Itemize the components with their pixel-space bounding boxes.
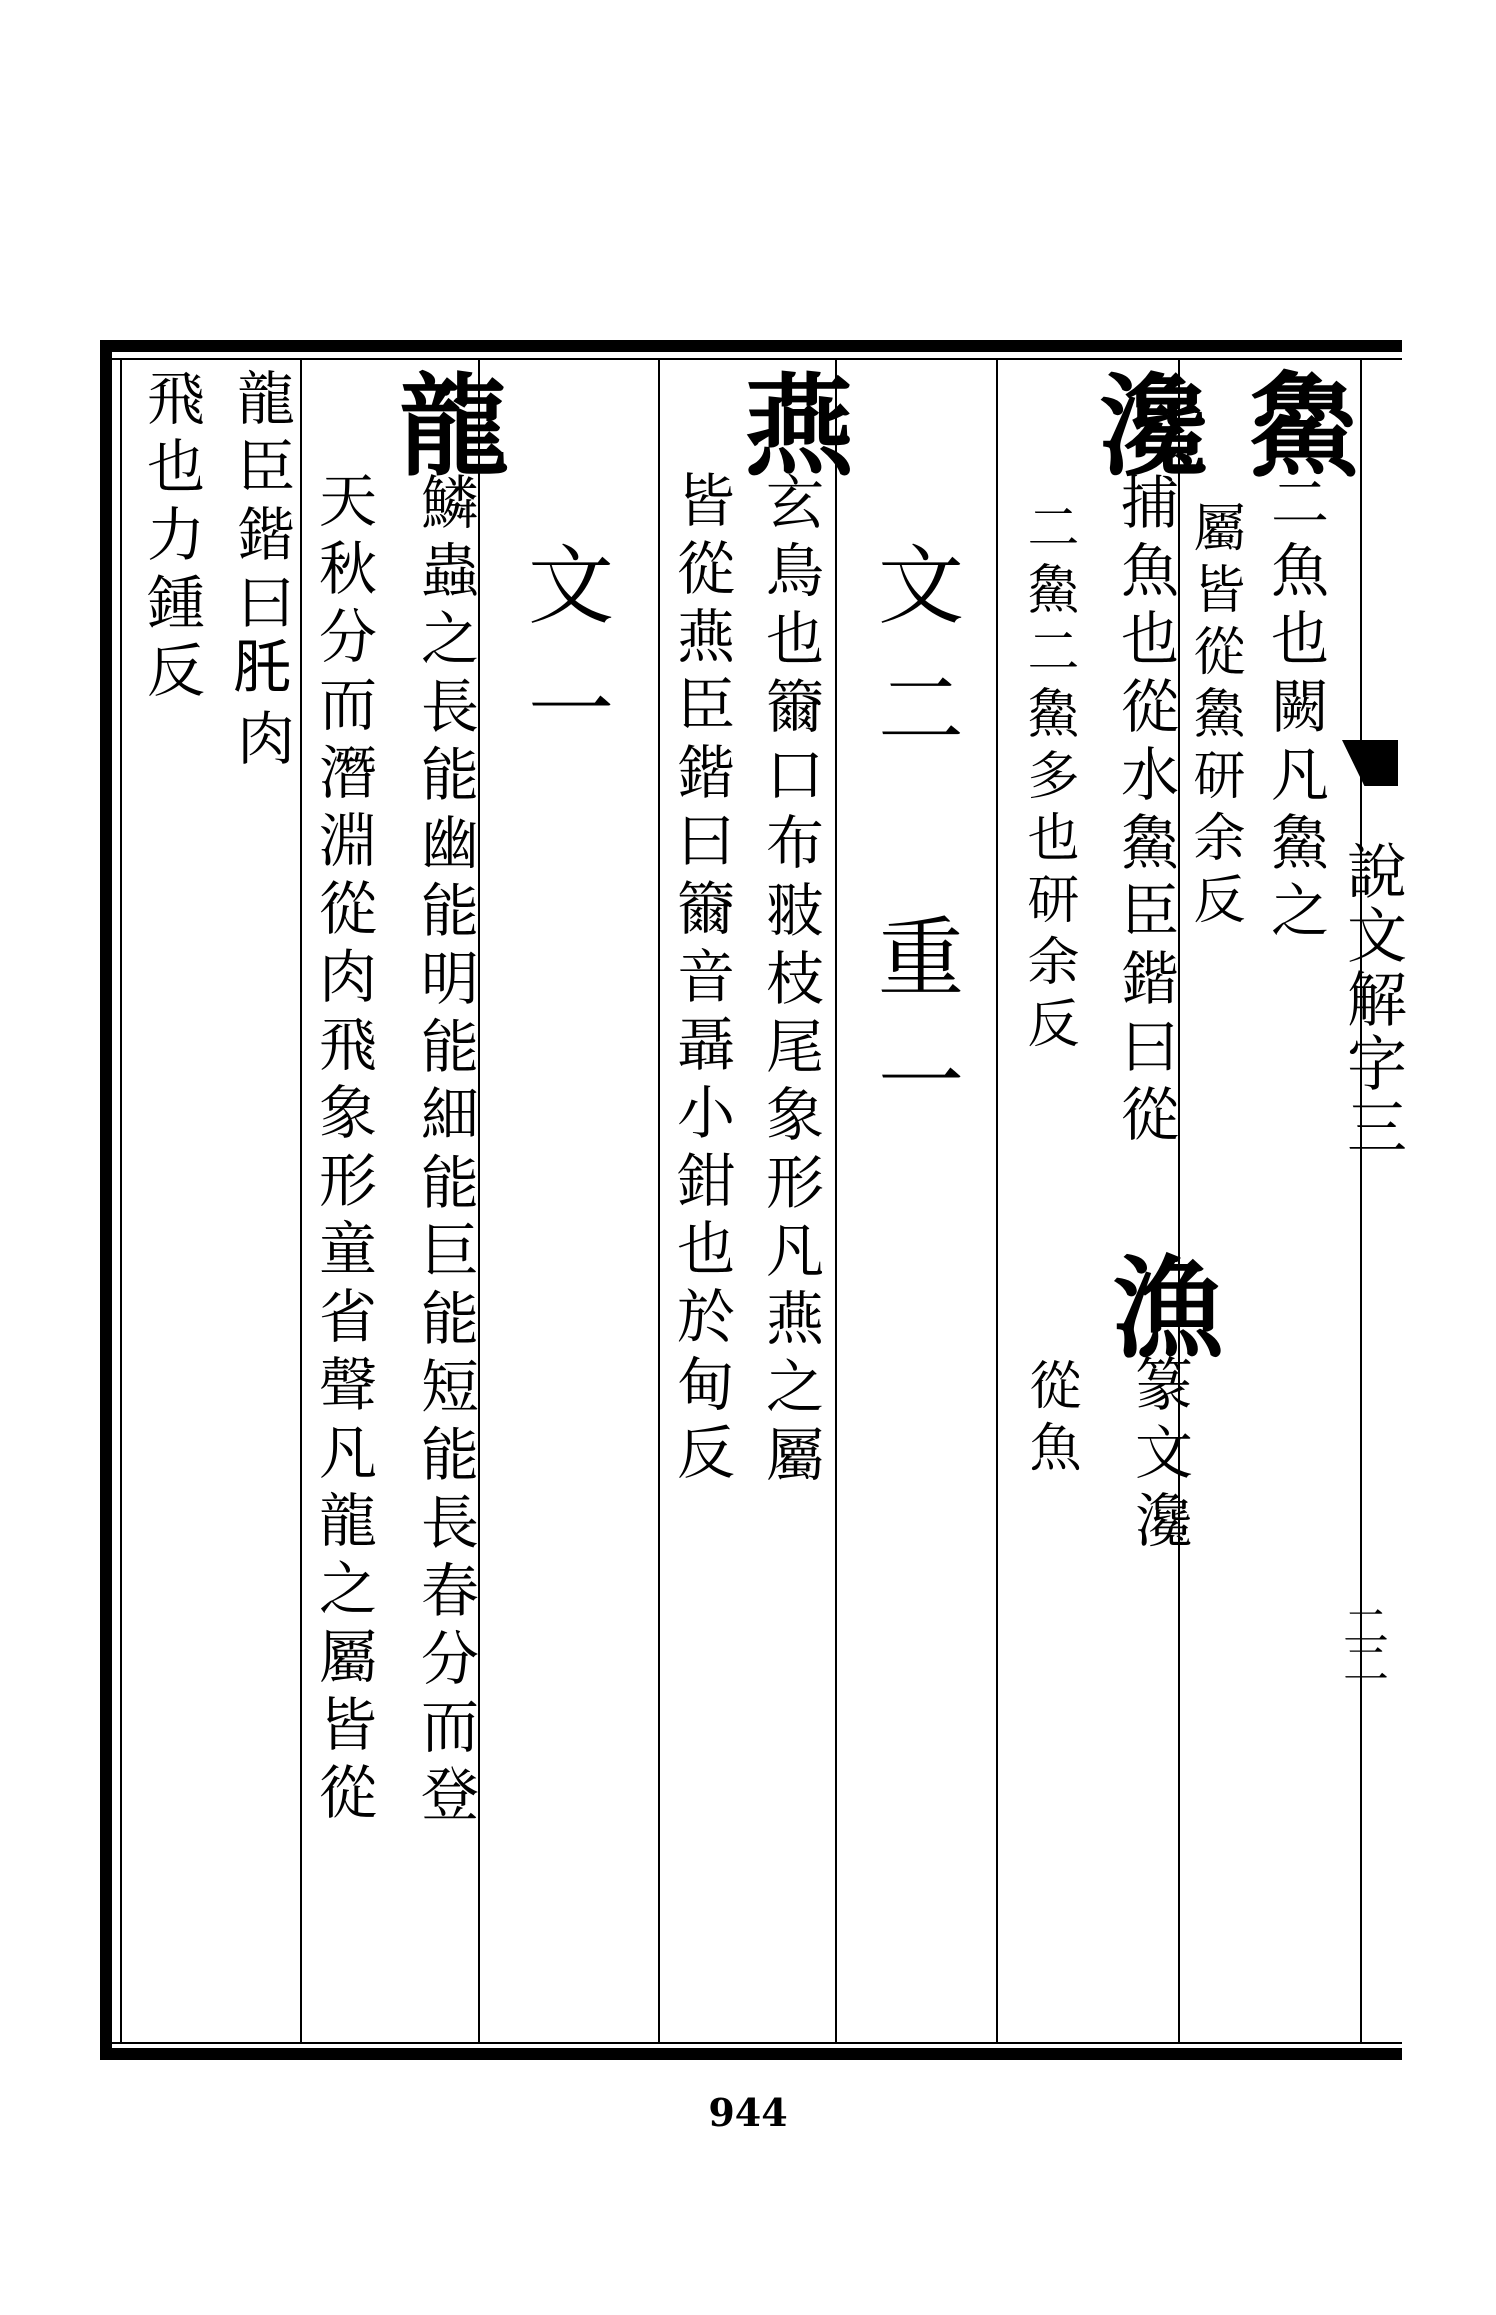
variant-column: [1095, 1250, 1224, 1558]
annotation-text: 屬皆從𩺰研余反: [1184, 500, 1244, 934]
bottom-border-inner: [100, 2042, 1402, 2044]
top-border-inner: [100, 358, 1402, 360]
seal-character: 龍: [381, 368, 510, 472]
summary-text: 文二 重一: [863, 540, 963, 1160]
annotation-text: 二𩺰二𩺰多也研余反: [1018, 500, 1078, 1058]
annotation-text: 飛也力鍾反: [137, 368, 205, 708]
seal-character: 燕: [726, 368, 855, 472]
entry-continuation: [309, 470, 377, 1830]
column-divider: [1360, 360, 1362, 2042]
definition-text: 捕魚也從水𩺰臣鍇曰從: [1111, 472, 1179, 1152]
left-border: [100, 340, 112, 2060]
fascicle-number: 三: [1337, 1096, 1407, 1160]
summary-text: 文一: [513, 540, 613, 788]
entry-annotation: [227, 368, 295, 776]
running-title: [1332, 840, 1407, 1160]
entry-annotation: [137, 368, 205, 708]
entry-annotation: [667, 470, 735, 1490]
column-divider: [996, 360, 998, 2042]
entry-column: [381, 368, 510, 1832]
variant-seal-character: 漁: [1095, 1250, 1224, 1354]
definition-text: 玄鳥也籋口布翄枝尾象形凡燕之屬: [756, 472, 824, 1492]
definition-text: 鱗蟲之長能幽能明能細能巨能短能長春分而登: [411, 472, 479, 1832]
entry-annotation: [1018, 500, 1078, 1058]
bottom-border: [100, 2048, 1402, 2060]
continuation-text: 天秋分而潛淵從肉飛象形童省聲凡龍之屬皆從: [309, 470, 377, 1830]
entry-column: [1081, 368, 1210, 1152]
column-divider: [300, 360, 302, 2042]
section-summary: [513, 540, 613, 788]
definition-text: 二魚也闕凡𩺰之: [1261, 472, 1329, 948]
seal-character: 𩺰: [1231, 368, 1360, 472]
top-border: [100, 340, 1402, 352]
variant-text: 篆文瀺: [1125, 1354, 1193, 1558]
folio-number: 二二: [1336, 1602, 1390, 1678]
variant-annotation-text: 從魚: [1020, 1358, 1080, 1482]
running-title-text: 說文解字: [1337, 840, 1407, 1096]
annotation-text: 龍臣鍇曰𦘴肉: [227, 368, 295, 776]
seal-character: 瀺: [1081, 368, 1210, 472]
page-frame: [100, 340, 1407, 2060]
page-number: 944: [708, 2090, 788, 2135]
column-divider: [658, 360, 660, 2042]
section-summary: [863, 540, 963, 1160]
variant-annotation: [1020, 1358, 1080, 1482]
entry-column: [726, 368, 855, 1492]
margin-tab: [1342, 740, 1398, 786]
left-border-inner: [120, 358, 122, 2044]
annotation-text: 皆從燕臣鍇曰籋音聶小鉗也於甸反: [667, 470, 735, 1490]
